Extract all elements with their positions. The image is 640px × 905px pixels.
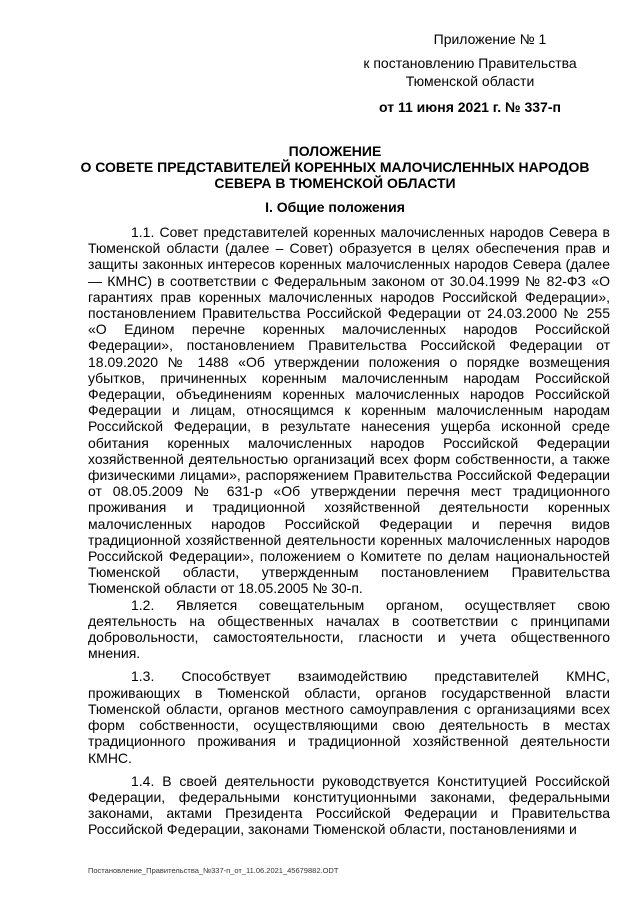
attachment-number: Приложение № 1	[433, 31, 547, 47]
document-title	[70, 143, 600, 191]
attachment-region: Тюменской области	[405, 73, 535, 89]
attachment-date-number: от 11 июня 2021 г. № 337-п	[379, 99, 561, 115]
paragraph-1-3: 1.3. Способствует взаимодействию представителей КМНС, проживающих в Тюменской области, органов государственной власти Тюменской области, органов местного самоуправления с организациями всех форм собственности, осуществляющими свою деятельность в местах традиционного проживания и традиционной хозяйственной деятельности КМНС.	[88, 668, 610, 766]
paragraph-1-1: 1.1. Совет представителей коренных малочисленных народов Севера в Тюменской области (далее – Совет) образуется в целях обеспечения прав и защиты законных интересов коренных малочисленных народов Севера (далее — КМНС) в соответствии с Федеральным законом от 30.04.1999 № 82-ФЗ «О гарантиях прав коренных малочисленных народов Российской Федерации», постановлением Правительства Российской Федерации от 24.03.2000 № 255 «О Едином перечне коренных малочисленных народов Российской Федерации», постановлением Правительства Российской Федерации от 18.09.2020 № 1488 «Об утверждении положения о порядке возмещения убытков, причиненных коренным малочисленным народам Российской Федерации, объединениям коренных малочисленных народов Российской Федерации и лицам, относящимся к коренным малочисленным народам Российской Федерации, в результате нанесения ущерба исконной среде обитания коренных малочисленных народов Российской Федерации хозяйственной деятельностью организаций всех форм собственности, а также физическими лицами», распоряжением Правительства Российской Федерации от 08.05.2009 № 631-р «Об утверждении перечня мест традиционного проживания и традиционной хозяйственной деятельности коренных малочисленных народов Российской Федерации и перечня видов традиционной хозяйственной деятельности коренных малочисленных народов Российской Федерации», положением о Комитете по делам национальностей Тюменской области, утвержденным постановлением Правительства Тюменской области от 18.05.2005 № 30-п.	[88, 224, 610, 597]
file-footer: Постановление_Правительства_№337-п_от_11.06.2021_45679882.ODT	[88, 866, 339, 875]
paragraph-1-4: 1.4. В своей деятельности руководствуется Конституцией Российской Федерации, федеральными конституционными законами, федеральными законами, актами Президента Российской Федерации и Правительства Российской Федерации, законами Тюменской области, постановлениями и	[88, 772, 610, 838]
section-title: I. Общие положения	[265, 199, 405, 215]
title-line-1: ПОЛОЖЕНИЕ	[288, 143, 382, 159]
title-line-2: О СОВЕТЕ ПРЕДСТАВИТЕЛЕЙ КОРЕННЫХ МАЛОЧИСЛЕННЫХ НАРОДОВ	[80, 159, 590, 175]
document-body	[88, 224, 610, 845]
title-line-3: СЕВЕРА В ТЮМЕНСКОЙ ОБЛАСТИ	[214, 175, 456, 191]
attachment-resolution: к постановлению Правительства	[363, 55, 577, 71]
paragraph-1-2: 1.2. Является совещательным органом, осуществляет свою деятельность на общественных началах в соответствии с принципами добровольности, самостоятельности, гласности и учета общественного мнения.	[88, 596, 610, 662]
attachment-header	[350, 30, 590, 116]
